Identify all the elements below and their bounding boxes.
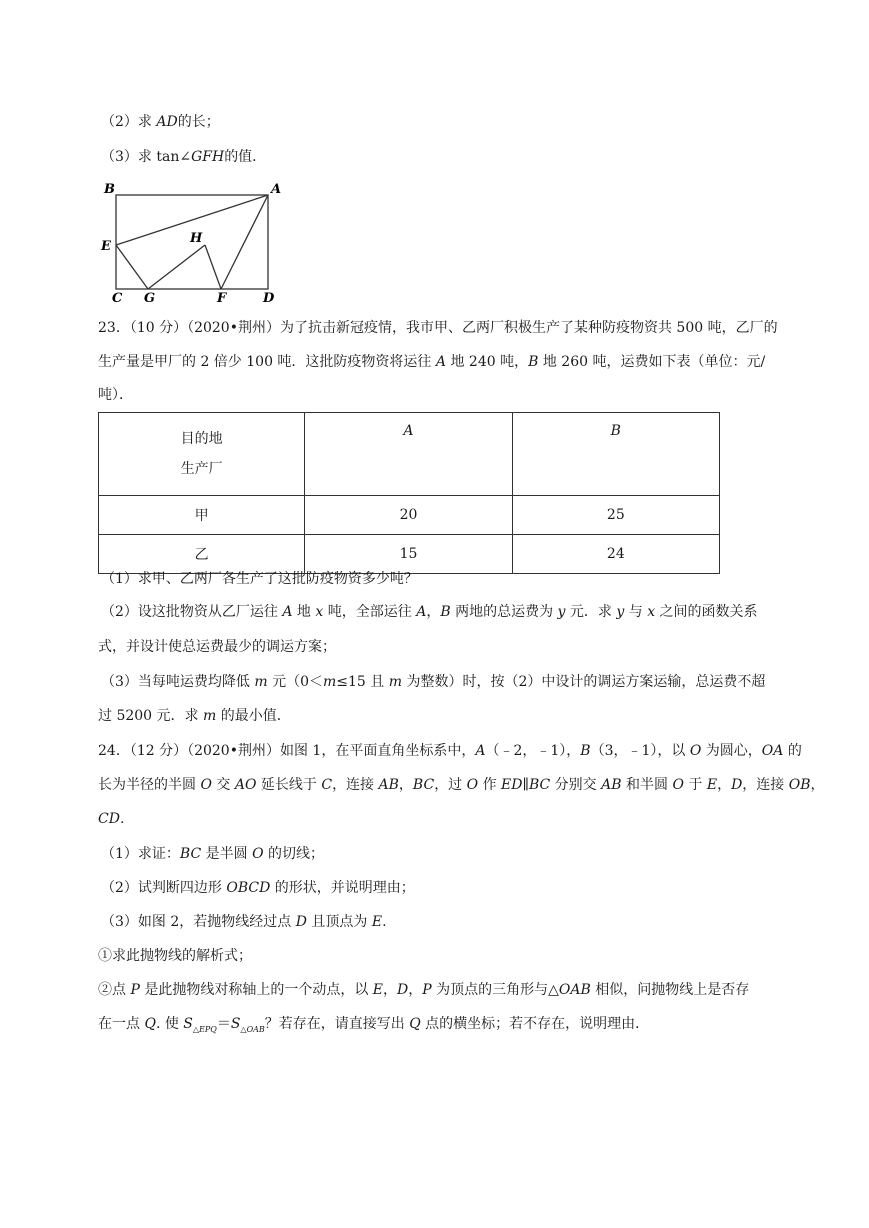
q22-part2: （2）求 AD的长； bbox=[101, 114, 220, 130]
label-F: F bbox=[217, 291, 227, 306]
q23-stem-line3: 吨）． bbox=[98, 387, 133, 403]
row-factory: 甲 bbox=[99, 496, 305, 535]
q23-part3-line1: （3）当每吨运费均降低 m 元（0＜m≤15 且 m 为整数）时，按（2）中设计的调运方案运输，总运费不超 bbox=[101, 674, 766, 690]
label-E: E bbox=[101, 239, 111, 254]
q23-part2-line2: 式，并设计使总运费最少的调运方案； bbox=[98, 639, 336, 655]
q24-subpart2-line2: 在一点 Q. 使 $S_{\triangle EPQ}=S_{\triangle OAB}$？若存在，请直接写出 Q 点的横坐标；若不存在，说明理由． bbox=[98, 1016, 650, 1034]
label-C: C bbox=[112, 291, 123, 306]
label-G: G bbox=[144, 291, 156, 306]
q24-part2: （2）试判断四边形 OBCD 的形状，并说明理由； bbox=[101, 880, 415, 896]
row-factory: 乙 bbox=[99, 535, 305, 574]
q22-part3: （3）求 tan∠GFH的值． bbox=[101, 149, 267, 165]
row-cost-A: 15 bbox=[305, 535, 512, 574]
q23-part1: （1）求甲、乙两厂各生产了这批防疫物资多少吨？ bbox=[101, 571, 418, 587]
label-H: H bbox=[190, 231, 203, 246]
q24-part1: （1）求证：BC 是半圆 O 的切线； bbox=[101, 846, 325, 862]
q24-stem-line1: 24．（12 分）（2020•荆州）如图 1，在平面直角坐标系中，A（﹣2，﹣1），B（3，﹣1），以 O 为圆心，OA 的 bbox=[98, 743, 802, 759]
label-B: B bbox=[104, 182, 115, 197]
q24-stem-line3: CD. bbox=[98, 811, 125, 827]
q24-part3: （3）如图 2，若抛物线经过点 D 且顶点为 E. bbox=[101, 914, 387, 930]
header-corner-cell bbox=[99, 413, 305, 496]
row-cost-A: 20 bbox=[305, 496, 512, 535]
label-A: A bbox=[271, 182, 282, 197]
rectangle-figure bbox=[98, 178, 288, 306]
header-col-B: B bbox=[512, 413, 719, 496]
q24-subpart1: ①求此抛物线的解析式； bbox=[98, 948, 252, 964]
q23-stem-line1: 23．（10 分）（2020•荆州）为了抗击新冠疫情，我市甲、乙两厂积极生产了某种防疫物资共 500 吨，乙厂的 bbox=[98, 320, 778, 336]
q23-part2-line1: （2）设这批物资从乙厂运往 A 地 x 吨，全部运往 A，B 两地的总运费为 y 元．求 y 与 x 之间的函数关系 bbox=[101, 604, 758, 620]
header-col-A: A bbox=[305, 413, 512, 496]
q23-part3-line2: 过 5200 元．求 m 的最小值． bbox=[98, 708, 291, 724]
table-row bbox=[99, 535, 720, 574]
q24-stem-line2: 长为半径的半圆 O 交 AO 延长线于 C，连接 AB，BC，过 O 作 ED∥BC 分别交 AB 和半圆 O 于 E，D，连接 OB， bbox=[98, 777, 825, 793]
row-cost-B: 24 bbox=[512, 535, 719, 574]
header-destination: 目的地 bbox=[180, 431, 223, 447]
table-row bbox=[99, 496, 720, 535]
label-D: D bbox=[263, 291, 275, 306]
freight-table bbox=[98, 412, 720, 574]
row-cost-B: 25 bbox=[512, 496, 719, 535]
header-factory: 生产厂 bbox=[180, 461, 223, 477]
q23-stem-line2: 生产量是甲厂的 2 倍少 100 吨．这批防疫物资将运往 A 地 240 吨，B 地 260 吨，运费如下表（单位：元/ bbox=[98, 354, 766, 370]
q24-subpart2-line1: ②点 P 是此抛物线对称轴上的一个动点，以 E，D，P 为顶点的三角形与△OAB 相似，问抛物线上是否存 bbox=[98, 982, 750, 998]
